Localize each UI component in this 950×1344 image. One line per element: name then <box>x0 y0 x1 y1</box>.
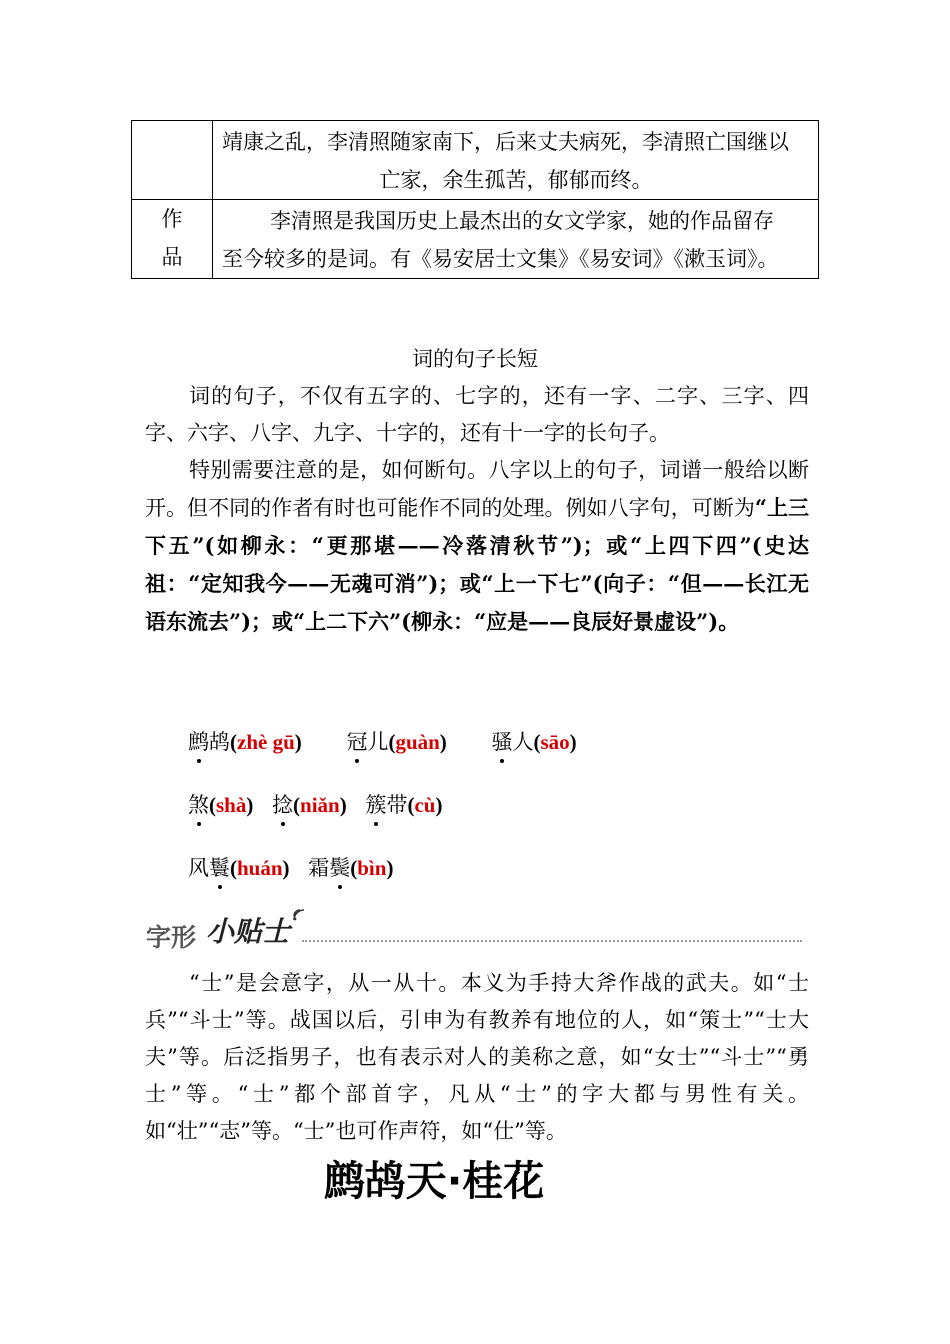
works-line-1: 李清照是我国历史上最杰出的女文学家，她的作品留存 <box>270 209 774 233</box>
tip-banner <box>146 908 806 950</box>
dotted-char: 骚 <box>491 727 512 757</box>
tip-paragraph: “士”是会意字，从一从十。本义为手持大斧作战的武夫。如“士兵”“斗士”等。战国以后，引申为有教养有地位的人，如“策士”“士大夫”等。后泛指男子，也有表示对人的美称之意，如“女士”“斗士”“勇士”等。“士”都个部首字，凡从“士”的字大都与男性有关。如“壮”“志”等。“士”也可作声符，如“仕”等。 <box>145 971 809 1143</box>
paragraph-punctuation-examples: “上三下五”(如柳永：“更那堪——冷落清秋节”)；或“上四下四”(史达祖：“定知我今——无魂可消”)；或“上一下七”(向子：“但——长江无语东流去”)；或“上二下六”(柳永：“应是——良辰好景虚设”)。 <box>145 495 809 634</box>
signal-icon <box>292 908 306 926</box>
pinyin: bìn <box>357 856 387 880</box>
pron-item: 鹧鸪(zhè gū) <box>188 727 302 757</box>
pron-item: 冠儿(guàn) <box>346 727 446 757</box>
dotted-char: 簇 <box>365 790 386 820</box>
table-row <box>132 121 819 200</box>
biography-line-1: 靖康之乱，李清照随家南下，后来丈夫病死，李清照亡国继以 <box>222 130 789 154</box>
table-row <box>132 200 819 279</box>
biography-cell <box>213 121 819 200</box>
pinyin: niǎn <box>300 793 340 817</box>
word-pre: 风 <box>188 856 209 880</box>
word-rest: 人 <box>512 730 534 754</box>
signal-icon-svg <box>292 908 306 922</box>
biography-line-2: 亡家，余生孤苦，郁郁而终。 <box>379 168 653 192</box>
dotted-char: 鬟 <box>209 853 230 883</box>
dotted-char: 鬓 <box>329 853 350 883</box>
works-label-bottom: 品 <box>161 245 183 269</box>
pinyin: zhè gū <box>237 730 295 754</box>
pronunciation-row-2 <box>188 790 442 820</box>
pinyin: sāo <box>540 730 570 754</box>
dotted-char: 鹧 <box>188 727 209 757</box>
word-rest: 鸪 <box>209 730 230 754</box>
pron-item: 风鬟(huán) <box>188 853 290 883</box>
pron-item: 骚人(sāo) <box>491 727 576 757</box>
row-label-empty <box>132 121 213 200</box>
paragraph-sentence-length: 词的句子，不仅有五字的、七字的，还有一字、二字、三字、四字、六字、八字、九字、十字的，还有十一字的长句子。 <box>145 384 809 445</box>
pron-item: 捻(niǎn) <box>272 790 347 820</box>
word-rest: 儿 <box>367 730 389 754</box>
pinyin: shà <box>216 793 247 817</box>
works-label <box>132 200 213 279</box>
pron-item: 簇带(cù) <box>365 790 442 820</box>
pinyin: cù <box>414 793 436 817</box>
pinyin: guàn <box>395 730 440 754</box>
tip-label-glyph-form: 字形 <box>146 923 197 952</box>
paragraph-punctuation-intro: 特别需要注意的是，如何断句。八字以上的句子，词谱一般给以断开。但不同的作者有时也可能作不同的处理。例如八字句，可断为 <box>145 458 809 520</box>
pinyin: huán <box>237 856 283 880</box>
section-title: 词的句子长短 <box>412 347 538 371</box>
dotted-char: 煞 <box>188 790 209 820</box>
pronunciation-row-1 <box>188 727 577 757</box>
pronunciation-row-3 <box>188 853 393 883</box>
poem-title: 鹧鸪天·桂花 <box>323 1157 545 1205</box>
word-pre: 霜 <box>308 856 330 880</box>
pron-item: 霜鬓(bìn) <box>308 853 393 883</box>
tip-divider <box>302 940 802 942</box>
tip-label-small-tips: 小贴士 <box>206 915 291 948</box>
author-info-table <box>131 120 819 279</box>
works-label-top: 作 <box>161 207 183 231</box>
works-cell <box>213 200 819 279</box>
pron-item: 煞(shà) <box>188 790 253 820</box>
word-rest: 带 <box>386 793 408 817</box>
dotted-char: 冠 <box>346 727 367 757</box>
paragraph-punctuation <box>145 452 809 641</box>
works-line-2: 至今较多的是词。有《易安居士文集》《易安词》《漱玉词》。 <box>222 247 779 271</box>
dotted-char: 捻 <box>272 790 293 820</box>
